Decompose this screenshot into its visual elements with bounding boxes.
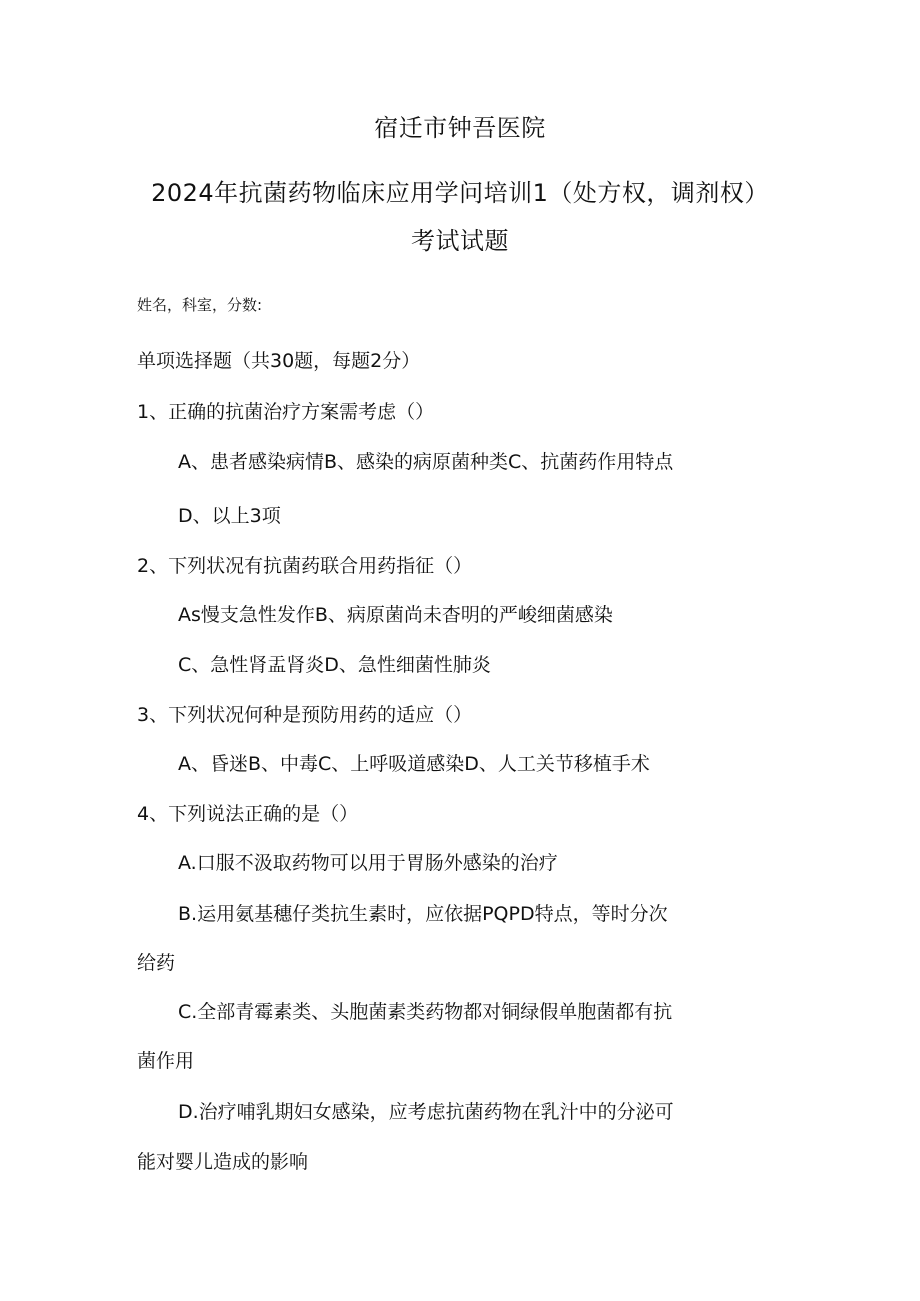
question-option: C、急性肾盂肾炎D、急性细菌性肺炎 [178, 654, 491, 676]
question-option-continuation: 菌作用 [137, 1050, 195, 1072]
question-option: D.治疗哺乳期妇女感染，应考虑抗菌药物在乳汁中的分泌可 [178, 1101, 674, 1123]
question-option: A.口服不汲取药物可以用于胃肠外感染的治疗 [178, 852, 558, 874]
exam-title: 2024年抗菌药物临床应用学问培训1（处方权，调剂权） [151, 179, 769, 207]
hospital-name: 宿迁市钟吾医院 [374, 114, 546, 142]
question-stem: 2、下列状况有抗菌药联合用药指征（） [137, 555, 473, 577]
question-option: A、昏迷B、中毒C、上呼吸道感染D、人工关节移植手术 [178, 753, 650, 775]
question-option: As慢支急性发作B、病原菌尚未杳明的严峻细菌感染 [178, 604, 613, 626]
section-title: 单项选择题（共30题，每题2分） [137, 350, 421, 372]
question-option: D、以上3项 [178, 505, 281, 527]
exam-subtitle: 考试试题 [411, 227, 509, 255]
info-line: 姓名，科室，分数: [137, 296, 263, 314]
question-option: B.运用氨基穗仔类抗生素时，应依据PQPD特点，等时分次 [178, 903, 668, 925]
question-option-continuation: 能对婴儿造成的影响 [137, 1151, 309, 1173]
question-option: A、患者感染病情B、感染的病原菌种类C、抗菌药作用特点 [178, 451, 674, 473]
question-stem: 4、下列说法正确的是（） [137, 803, 359, 825]
question-stem: 1、正确的抗菌治疗方案需考虑（） [137, 401, 435, 423]
question-option: C.全部青霉素类、头胞菌素类药物都对铜绿假单胞菌都有抗 [178, 1001, 673, 1023]
question-option-continuation: 给药 [137, 952, 176, 974]
question-stem: 3、下列状况何种是预防用药的适应（） [137, 704, 473, 726]
